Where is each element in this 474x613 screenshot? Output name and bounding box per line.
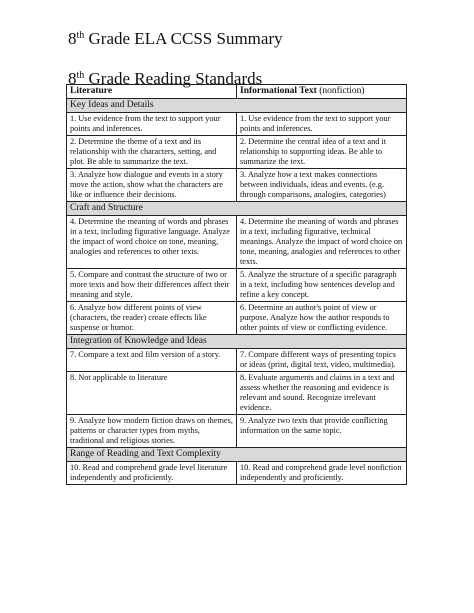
table-row	[67, 136, 407, 169]
header-informational-note: (nonfiction)	[316, 86, 365, 96]
table-body	[67, 99, 407, 485]
section-row	[67, 202, 407, 216]
informational-standard: 8. Evaluate arguments and claims in a text and assess whether the reasoning and evidence is relevant and sound. Recognize irrelevant evidence.	[237, 372, 407, 415]
table-row	[67, 415, 407, 448]
document-title-ordinal: th	[76, 30, 85, 41]
literature-standard: 4. Determine the meaning of words and phrases in a text, including figurative language. Analyze the impact of word choice on tone, meaning, analogies and references to other texts.	[67, 216, 237, 269]
table-row	[67, 302, 407, 335]
informational-standard: 9. Analyze two texts that provide conflicting information on the same topic.	[237, 415, 407, 448]
literature-standard: 6. Analyze how different points of view (characters, the reader) create effects like suspense or humor.	[67, 302, 237, 335]
table-row	[67, 462, 407, 485]
section-heading: Key Ideas and Details	[67, 99, 407, 113]
table-row	[67, 169, 407, 202]
section-heading: Integration of Knowledge and Ideas	[67, 335, 407, 349]
informational-standard: 7. Compare different ways of presenting topics or ideas (print, digital text, video, multimedia).	[237, 349, 407, 372]
informational-standard: 3. Analyze how a text makes connections between individuals, ideas and events. (e.g. through comparisons, analogies, categories)	[237, 169, 407, 202]
document-title-text: Grade ELA CCSS Summary	[84, 29, 283, 48]
informational-standard: 6. Determine an author's point of view or purpose. Analyze how the author responds to other points of view or conflicting evidence.	[237, 302, 407, 335]
section-title-number: 8	[68, 69, 77, 88]
section-row	[67, 448, 407, 462]
literature-standard: 2. Determine the theme of a text and its relationship with the characters, setting, and plot. Be able to summarize the text.	[67, 136, 237, 169]
document-title	[68, 26, 283, 49]
literature-standard: 5. Compare and contrast the structure of two or more texts and how their differences affect their meaning and style.	[67, 269, 237, 302]
informational-standard: 5. Analyze the structure of a specific paragraph in a text, including how sentences develop and refine a key concept.	[237, 269, 407, 302]
section-title-ordinal: th	[76, 70, 85, 81]
table-row	[67, 113, 407, 136]
section-title-text: Grade Reading Standards	[84, 69, 263, 88]
header-informational-label: Informational Text	[240, 86, 317, 96]
section-row	[67, 335, 407, 349]
informational-standard: 10. Read and comprehend grade level nonfiction independently and proficiently.	[237, 462, 407, 485]
literature-standard: 10. Read and comprehend grade level literature independently and proficiently.	[67, 462, 237, 485]
table-row	[67, 269, 407, 302]
header-informational	[237, 85, 407, 99]
document-title-number: 8	[68, 29, 77, 48]
literature-standard: 3. Analyze how dialogue and events in a story move the action, show what the characters are like or influence their decisions.	[67, 169, 237, 202]
literature-standard: 7. Compare a text and film version of a story.	[67, 349, 237, 372]
section-row	[67, 99, 407, 113]
header-literature	[67, 85, 237, 99]
informational-standard: 1. Use evidence from the text to support your points and inferences.	[237, 113, 407, 136]
table-row	[67, 216, 407, 269]
informational-standard: 2. Determine the central idea of a text and it relationship to supporting ideas. Be able to summarize the text.	[237, 136, 407, 169]
header-literature-label: Literature	[70, 86, 113, 96]
literature-standard: 8. Not applicable to literature	[67, 372, 237, 415]
standards-table	[66, 84, 407, 485]
table-row	[67, 372, 407, 415]
table-row	[67, 349, 407, 372]
section-heading: Range of Reading and Text Complexity	[67, 448, 407, 462]
literature-standard: 1. Use evidence from the text to support your points and inferences.	[67, 113, 237, 136]
informational-standard: 4. Determine the meaning of words and phrases in a text, including figurative, technical meanings. Analyze the impact of word choice on tone, meaning, analogies and references to other texts.	[237, 216, 407, 269]
literature-standard: 9. Analyze how modern fiction draws on themes, patterns or character types from myths, traditional and religious stories.	[67, 415, 237, 448]
section-heading: Craft and Structure	[67, 202, 407, 216]
table-header-row	[67, 85, 407, 99]
